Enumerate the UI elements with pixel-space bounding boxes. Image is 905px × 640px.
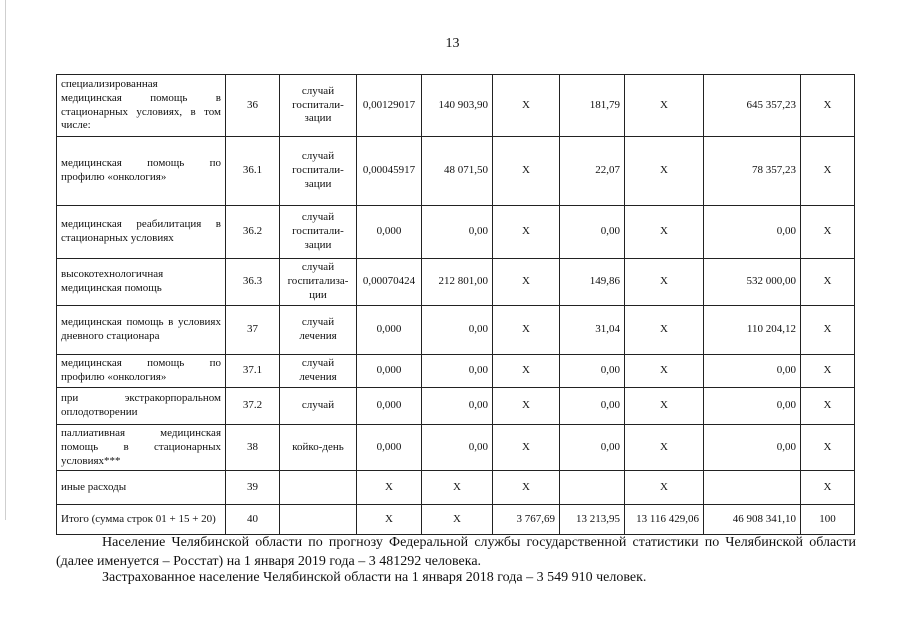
cell-col10: X: [801, 75, 855, 137]
cell-norm: 0,000: [357, 306, 422, 355]
cell-col8: X: [625, 259, 704, 306]
cell-col8: X: [625, 137, 704, 206]
row-unit: случай госпитали-зации: [280, 137, 357, 206]
cell-col9: 645 357,23: [704, 75, 801, 137]
cell-col8: X: [625, 306, 704, 355]
row-name: иные расходы: [57, 471, 226, 505]
row-unit: [280, 471, 357, 505]
cell-col7: [560, 471, 625, 505]
table-row: [57, 137, 855, 206]
population-note: Население Челябинской области по прогнозу Федеральной службы государственной статистики по Челябинской области (далее именуется – Росстат) на 1 января 2019 года – 3 481292 человека.: [56, 535, 856, 569]
cell-col9: 532 000,00: [704, 259, 801, 306]
cell-col8: 13 116 429,06: [625, 505, 704, 535]
cell-col6: X: [493, 206, 560, 259]
table-row: [57, 355, 855, 388]
row-code: 36.3: [226, 259, 280, 306]
cell-col10: 100: [801, 505, 855, 535]
row-unit: койко-день: [280, 425, 357, 471]
cell-col9: 0,00: [704, 388, 801, 425]
row-name: специализированная медицинская помощь в стационарных условиях, в том числе:: [57, 75, 226, 137]
cell-norm: 0,000: [357, 388, 422, 425]
row-name: при экстракорпоральном оплодотворении: [57, 388, 226, 425]
cell-cost: X: [422, 471, 493, 505]
cell-col10: X: [801, 137, 855, 206]
cell-col9: 110 204,12: [704, 306, 801, 355]
table-row: [57, 425, 855, 471]
cell-col6: X: [493, 355, 560, 388]
row-unit: случай лечения: [280, 355, 357, 388]
data-table: [56, 74, 855, 535]
row-unit: случай: [280, 388, 357, 425]
cell-col10: X: [801, 388, 855, 425]
table-row: [57, 505, 855, 535]
cell-col9: [704, 471, 801, 505]
cell-col6: X: [493, 471, 560, 505]
row-unit: [280, 505, 357, 535]
row-code: 40: [226, 505, 280, 535]
cell-col8: X: [625, 355, 704, 388]
cell-col8: X: [625, 388, 704, 425]
cell-cost: 0,00: [422, 425, 493, 471]
cell-col6: 3 767,69: [493, 505, 560, 535]
cell-col10: X: [801, 471, 855, 505]
cell-col10: X: [801, 206, 855, 259]
row-unit: случай лечения: [280, 306, 357, 355]
insured-population-note: Застрахованное население Челябинской области на 1 января 2018 года – 3 549 910 человек.: [102, 570, 647, 585]
cell-col8: X: [625, 206, 704, 259]
cell-col8: X: [625, 75, 704, 137]
row-code: 37: [226, 306, 280, 355]
table-row: [57, 388, 855, 425]
cell-col9: 0,00: [704, 355, 801, 388]
cell-cost: 212 801,00: [422, 259, 493, 306]
row-code: 37.1: [226, 355, 280, 388]
row-code: 39: [226, 471, 280, 505]
cell-col10: X: [801, 355, 855, 388]
row-unit: случай госпитали-зации: [280, 206, 357, 259]
cell-cost: 0,00: [422, 306, 493, 355]
row-name: медицинская помощь по профилю «онкология»: [57, 355, 226, 388]
cell-col9: 0,00: [704, 206, 801, 259]
cell-col6: X: [493, 388, 560, 425]
cell-cost: 0,00: [422, 355, 493, 388]
cell-norm: 0,00070424: [357, 259, 422, 306]
row-name: Итого (сумма строк 01 + 15 + 20): [57, 505, 226, 535]
cell-norm: 0,000: [357, 206, 422, 259]
cell-col6: X: [493, 137, 560, 206]
table-row: [57, 75, 855, 137]
cell-cost: 140 903,90: [422, 75, 493, 137]
page-number: 13: [445, 36, 460, 51]
cell-col6: X: [493, 306, 560, 355]
table-row: [57, 306, 855, 355]
cell-col7: 0,00: [560, 355, 625, 388]
row-name: медицинская помощь в условиях дневного стационара: [57, 306, 226, 355]
cell-col6: X: [493, 425, 560, 471]
cell-cost: 0,00: [422, 388, 493, 425]
row-unit: случай госпитализа-ции: [280, 259, 357, 306]
cell-cost: 48 071,50: [422, 137, 493, 206]
cell-col9: 46 908 341,10: [704, 505, 801, 535]
cell-col7: 0,00: [560, 206, 625, 259]
cell-col7: 0,00: [560, 425, 625, 471]
cell-norm: X: [357, 505, 422, 535]
cell-col10: X: [801, 306, 855, 355]
cell-col8: X: [625, 471, 704, 505]
cell-col8: X: [625, 425, 704, 471]
row-unit: случай госпитали-зации: [280, 75, 357, 137]
row-name: медицинская помощь по профилю «онкология»: [57, 137, 226, 206]
row-code: 36.2: [226, 206, 280, 259]
cell-norm: 0,00045917: [357, 137, 422, 206]
row-name: высокотехнологичная медицинская помощь: [57, 259, 226, 306]
cell-col6: X: [493, 75, 560, 137]
table-row: [57, 259, 855, 306]
cell-col10: X: [801, 425, 855, 471]
cell-col7: 149,86: [560, 259, 625, 306]
row-code: 36.1: [226, 137, 280, 206]
cell-col9: 78 357,23: [704, 137, 801, 206]
table-row: [57, 206, 855, 259]
cell-norm: X: [357, 471, 422, 505]
table-row: [57, 471, 855, 505]
row-code: 38: [226, 425, 280, 471]
cell-col7: 13 213,95: [560, 505, 625, 535]
row-code: 37.2: [226, 388, 280, 425]
row-name: медицинская реабилитация в стационарных условиях: [57, 206, 226, 259]
cell-norm: 0,000: [357, 355, 422, 388]
cell-col7: 181,79: [560, 75, 625, 137]
scan-edge-line: [5, 0, 6, 520]
cell-col9: 0,00: [704, 425, 801, 471]
cell-col6: X: [493, 259, 560, 306]
cell-norm: 0,000: [357, 425, 422, 471]
cell-cost: 0,00: [422, 206, 493, 259]
cell-col7: 0,00: [560, 388, 625, 425]
cell-col7: 22,07: [560, 137, 625, 206]
cell-cost: X: [422, 505, 493, 535]
row-code: 36: [226, 75, 280, 137]
cell-col7: 31,04: [560, 306, 625, 355]
cell-norm: 0,00129017: [357, 75, 422, 137]
row-name: паллиативная медицинская помощь в стационарных условиях***: [57, 425, 226, 471]
cell-col10: X: [801, 259, 855, 306]
